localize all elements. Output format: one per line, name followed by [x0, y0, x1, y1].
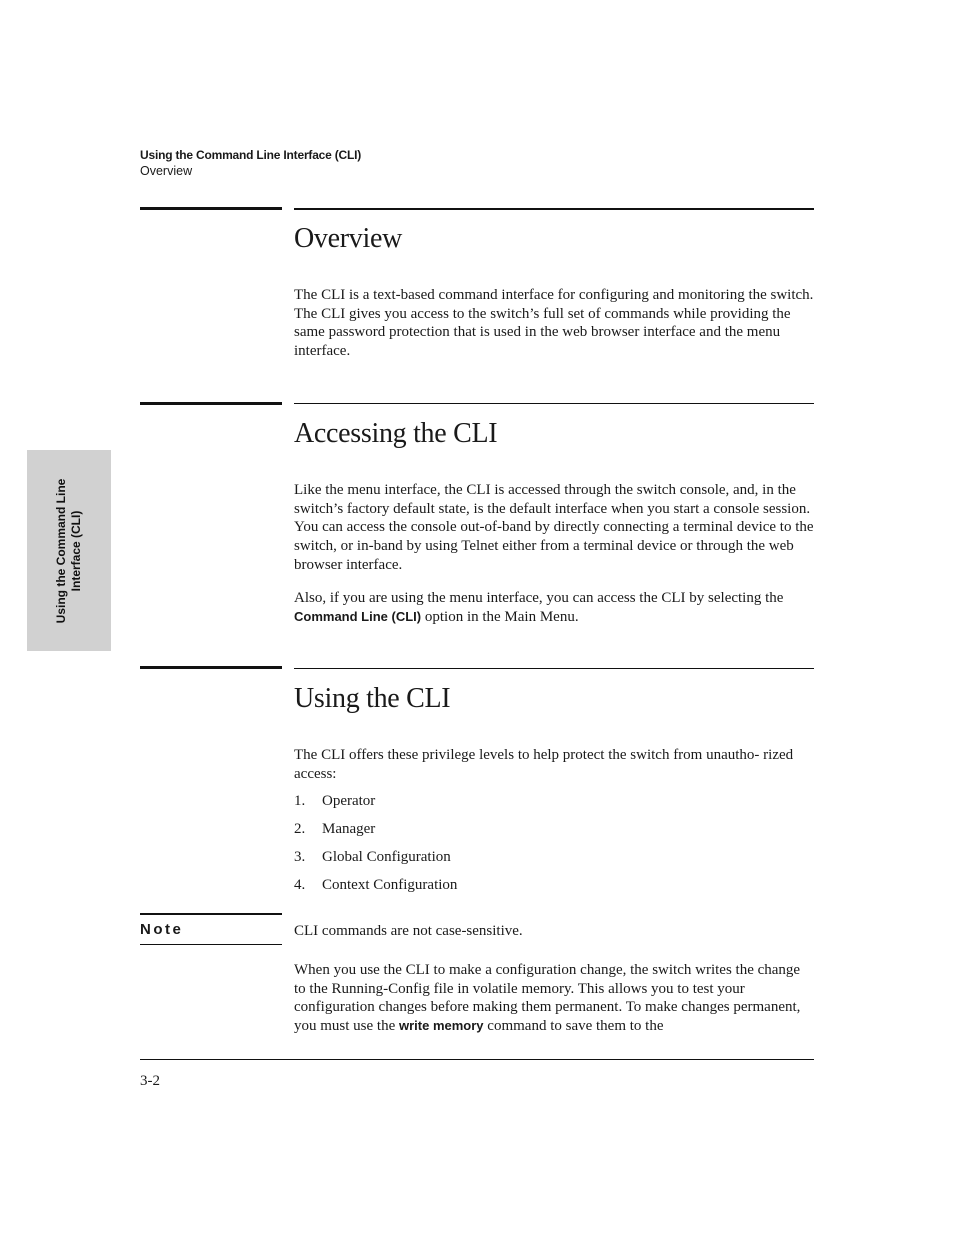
list-number: 3. — [294, 849, 306, 865]
side-chapter-tab — [27, 450, 111, 651]
note-rule-bottom — [140, 944, 282, 945]
list-item: Operator — [322, 793, 376, 809]
note-rule-top — [140, 913, 282, 915]
side-tab-label — [54, 456, 84, 646]
accessing-p2-text-before: Also, if you are using the menu interface, you can access the CLI by selecting the — [294, 590, 784, 606]
running-header-subtitle: Overview — [140, 164, 193, 178]
note-text: CLI commands are not case-sensitive. — [294, 923, 523, 939]
accessing-paragraph-2 — [294, 589, 814, 626]
heading-accessing-cli: Accessing the CLI — [294, 418, 498, 449]
section-rule-left — [140, 402, 282, 405]
side-tab-line1: Using the Command Line — [54, 478, 68, 623]
accessing-p2-text-after: option in the Main Menu. — [421, 608, 579, 625]
list-item: Manager — [322, 821, 376, 837]
using-final-paragraph — [294, 961, 814, 1036]
final-text-after: command to save them to the — [483, 1018, 664, 1035]
heading-overview: Overview — [294, 223, 403, 254]
list-item: Global Configuration — [322, 849, 451, 865]
section-rule-left — [140, 666, 282, 669]
section-rule-right — [294, 403, 814, 404]
overview-paragraph: The CLI is a text-based command interface for configuring and monitoring the switch. The CLI gives you access to the switch’s full set of commands while providing the same password protection that is used in the web browser interface and the menu interface. — [294, 287, 814, 360]
page-number: 3-2 — [140, 1073, 160, 1089]
side-tab-line2: Interface (CLI) — [69, 510, 83, 591]
write-memory-command: write memory — [399, 1018, 484, 1034]
section-rule-right — [294, 668, 814, 669]
final-text-before: When you use the CLI to make a configuration change, the switch writes the change to the Running-Config file in volatile memory. This allows you to test your configuration changes before making them permanent. To make changes permanent, you must use the — [294, 962, 801, 1035]
list-item: Context Configuration — [322, 877, 458, 893]
list-number: 1. — [294, 793, 306, 809]
list-number: 4. — [294, 877, 306, 893]
running-header-title: Using the Command Line Interface (CLI) — [140, 148, 362, 162]
note-label: Note — [140, 921, 184, 938]
footer-rule — [140, 1059, 814, 1060]
list-number: 2. — [294, 821, 306, 837]
using-intro-paragraph: The CLI offers these privilege levels to help protect the switch from unautho- rized access: — [294, 747, 794, 782]
heading-using-cli: Using the CLI — [294, 683, 451, 714]
section-rule-right — [294, 208, 814, 210]
command-line-cli-option: Command Line (CLI) — [294, 608, 422, 624]
accessing-paragraph-1: Like the menu interface, the CLI is accessed through the switch console, and, in the switch’s factory default state, is the default interface when you start a console session. You can access the console out-of-band by directly connecting a terminal device to the switch, or in-band by using Telnet either from a terminal device or through the web browser interface. — [294, 482, 814, 573]
section-rule-left — [140, 207, 282, 210]
